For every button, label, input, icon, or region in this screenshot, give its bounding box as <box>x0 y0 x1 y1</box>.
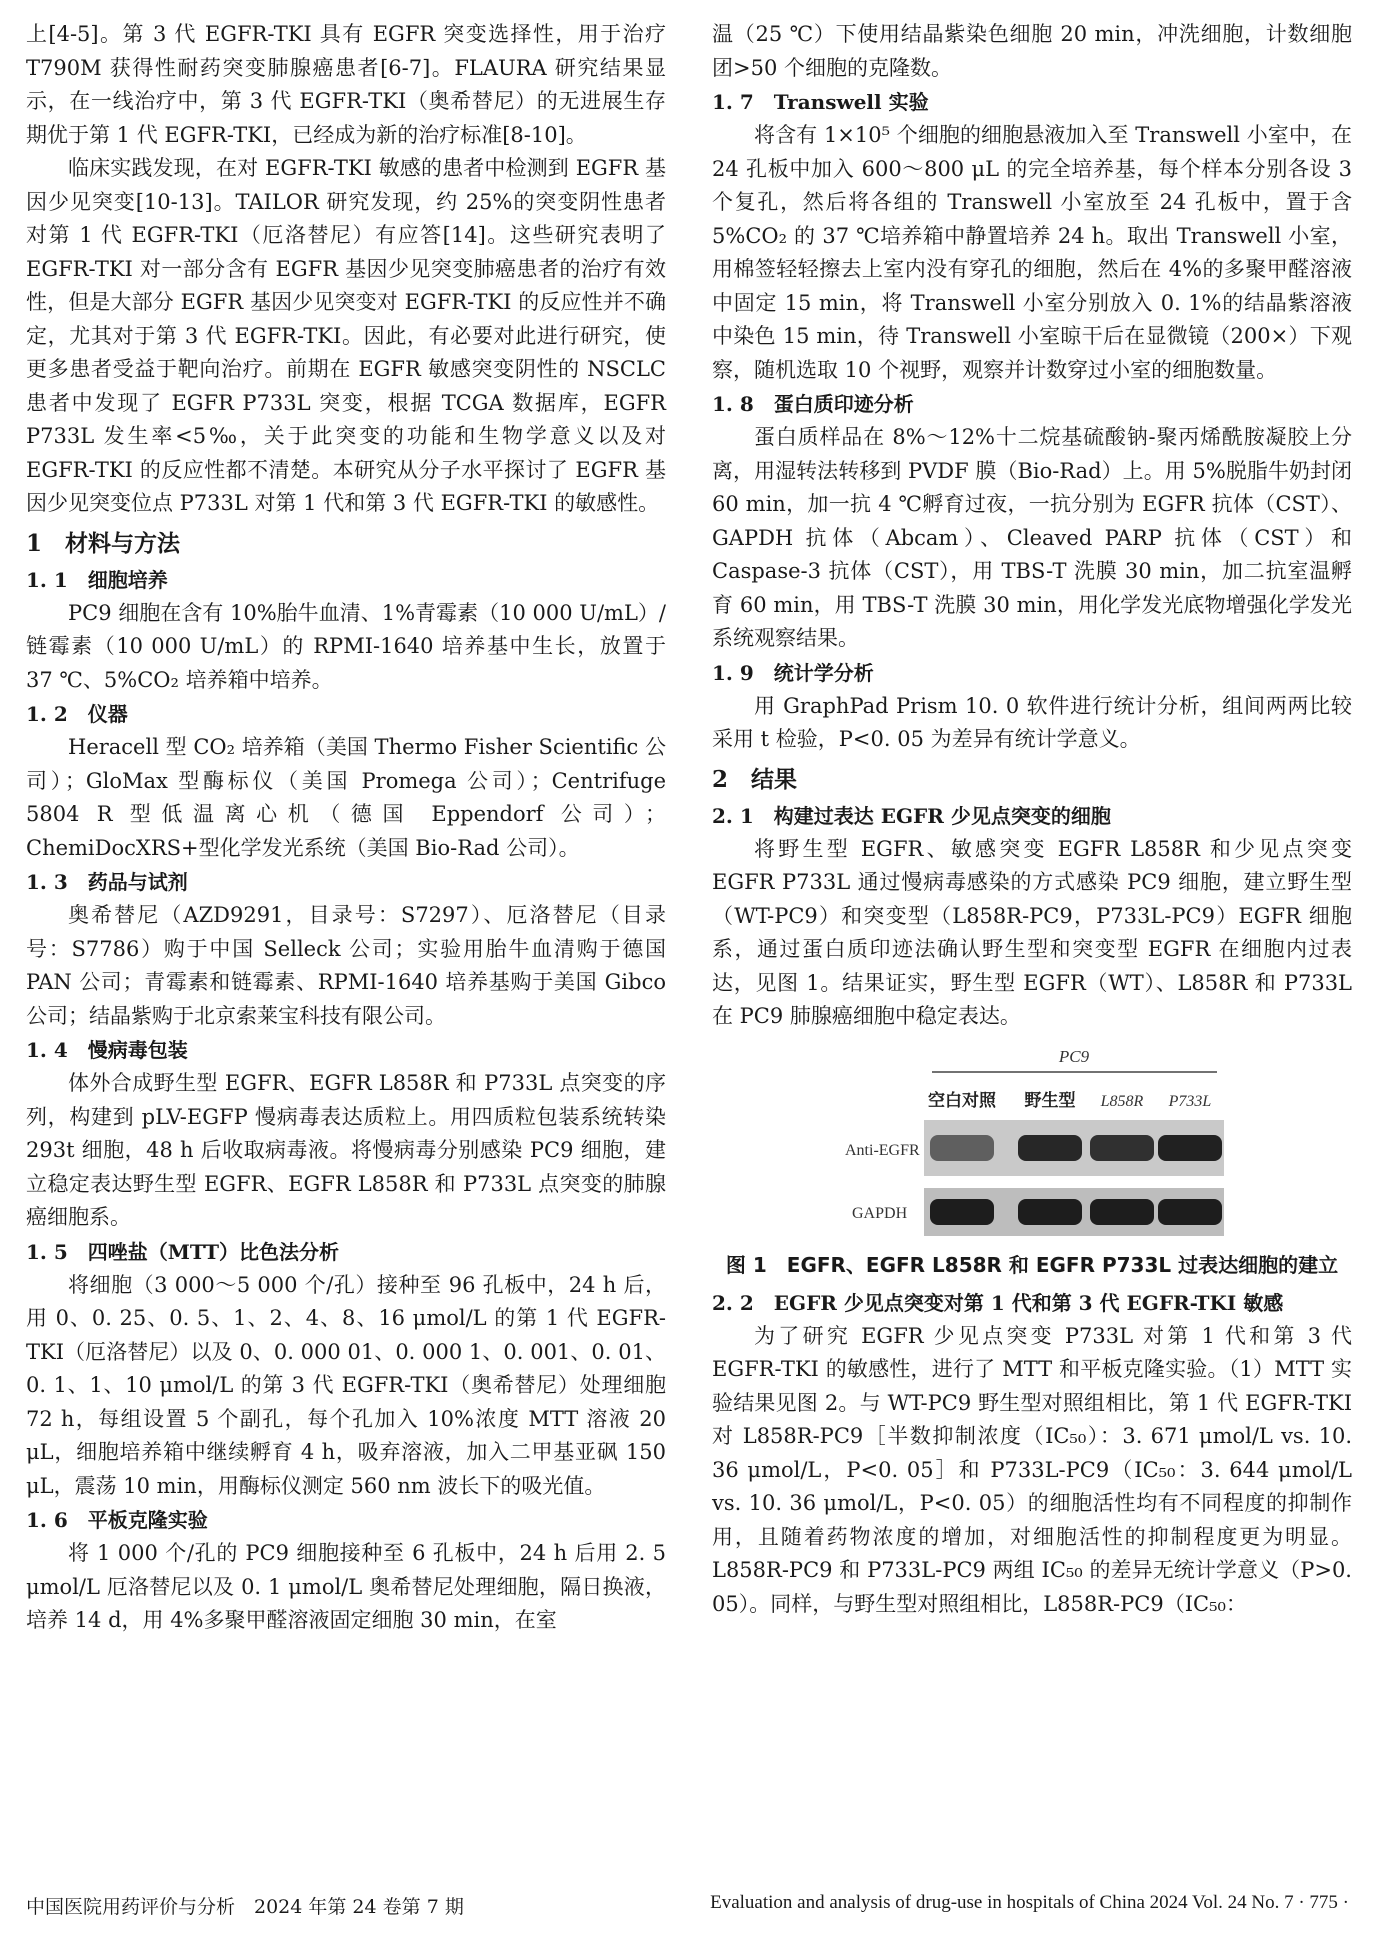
subsection-heading-statistics: 1. 9 统计学分析 <box>712 660 874 685</box>
subsection-heading-clone: 1. 6 平板克隆实验 <box>26 1508 208 1532</box>
subsection-heading-overexpression: 2. 1 构建过表达 EGFR 少见点突变的细胞 <box>712 803 1111 828</box>
gapdh-band-4 <box>1158 1199 1222 1225</box>
blot-group-label: PC9 <box>1058 1047 1090 1066</box>
paragraph-mtt: 将细胞（3 000～5 000 个/孔）接种至 96 孔板中，24 h 后，用 0、0. 25、0. 5、1、2、4、8、16 μmol/L 的第 1 代 EGFR-TKI（厄洛替尼）以及 0、0. 000 01、0. 000 1、0. 001、0. 01、0. 1、1、10 μmol/L 的第 3 代 EGFR-TKI（奥希替尼）处理细胞 72 h，每组设置 5 个副孔，每个孔加入 10%浓度 MTT 溶液 20 μL，细胞培养箱中继续孵育 4 h，吸弃溶液，加入二甲基亚砜 150 μL，震荡 10 min，用酶标仪测定 560 nm 波长下的吸光值。 <box>26 1272 666 1498</box>
egfr-band-2 <box>1018 1135 1082 1161</box>
subsection-heading-sensitivity: 2. 2 EGFR 少见点突变对第 1 代和第 3 代 EGFR-TKI 敏感 <box>712 1290 1284 1315</box>
footer-journal-english: Evaluation and analysis of drug-use in hospitals of China 2024 Vol. 24 No. 7 · 775 · <box>710 1892 1349 1913</box>
lane-label-p733l: P733L <box>1168 1092 1212 1110</box>
subsection-heading-lentivirus: 1. 4 慢病毒包装 <box>26 1038 188 1062</box>
paragraph-transwell: 将含有 1×10⁵ 个细胞的细胞悬液加入至 Transwell 小室中，在 24 孔板中加入 600～800 μL 的完全培养基，每个样本分别各设 3 个复孔，然后将各组的 Transwell 小室放至 24 孔板中，置于含 5%CO₂ 的 37 ℃培养箱中静置培养 24 h。取出 Transwell 小室，用棉签轻轻擦去上室内没有穿孔的细胞，然后在 4%的多聚甲醛溶液中固定 15 min，将 Transwell 小室分别放入 0. 1%的结晶紫溶液中染色 15 min，待 Transwell 小室晾干后在显微镜（200×）下观察，随机选取 10 个视野，观察并计数穿过小室的细胞数量。 <box>712 123 1352 382</box>
footer-journal-chinese: 中国医院用药评价与分析 2024 年第 24 卷第 7 期 <box>26 1896 464 1918</box>
figure-1-caption: 图 1 EGFR、EGFR L858R 和 EGFR P733L 过表达细胞的建立 <box>725 1252 1339 1277</box>
figure-1-western-blot <box>712 1048 1352 1242</box>
gapdh-band-1 <box>930 1199 994 1225</box>
egfr-band-4 <box>1158 1135 1222 1161</box>
egfr-band-3 <box>1090 1135 1154 1161</box>
section-heading-methods: 1 材料与方法 <box>26 529 181 557</box>
subsection-heading-transwell: 1. 7 Transwell 实验 <box>712 90 929 114</box>
paragraph-sensitivity: 为了研究 EGFR 少见点突变 P733L 对第 1 代和第 3 代 EGFR-TKI 的敏感性，进行了 MTT 和平板克隆实验。（1）MTT 实验结果见图 2。与 WT-PC9 野生型对照组相比，第 1 代 EGFR-TKI 对 L858R-PC9［半数抑制浓度（IC₅₀）：3. 671 μmol/L vs. 10. 36 μmol/L，P<0. 05］和 P733L-PC9（IC₅₀：3. 644 μmol/L vs. 10. 36 μmol/L，P<0. 05）的细胞活性均有不同程度的抑制作用，且随着药物浓度的增加，对细胞活性的抑制程度更为明显。L858R-PC9 和 P733L-PC9 两组 IC₅₀ 的差异无统计学意义（P>0. 05）。同样，与野生型对照组相比，L858R-PC9（IC₅₀： <box>712 1323 1352 1616</box>
subsection-heading-mtt: 1. 5 四唑盐（MTT）比色法分析 <box>26 1239 339 1264</box>
paragraph-reagents: 奥希替尼（AZD9291，目录号：S7297）、厄洛替尼（目录号：S7786）购于中国 Selleck 公司；实验用胎牛血清购于德国 PAN 公司；青霉素和链霉素、RPMI-1640 培养基购于美国 Gibco 公司；结晶紫购于北京索莱宝科技有限公司。 <box>26 903 666 1028</box>
paragraph-instruments: Heracell 型 CO₂ 培养箱（美国 Thermo Fisher Scientific 公司）；GloMax 型酶标仪（美国 Promega 公司）；Centrifuge 5804 R 型低温离心机（德国 Eppendorf 公司）；ChemiDocXRS+型化学发光系统（美国 Bio-Rad 公司）。 <box>26 735 666 860</box>
left-column <box>26 18 666 1638</box>
paragraph-clone-continued: 温（25 ℃）下使用结晶紫染色细胞 20 min，冲洗细胞，计数细胞团>50 个细胞的克隆数。 <box>712 22 1352 80</box>
egfr-band-1 <box>930 1135 994 1161</box>
paragraph-clone: 将 1 000 个/孔的 PC9 细胞接种至 6 孔板中，24 h 后用 2. 5 μmol/L 厄洛替尼以及 0. 1 μmol/L 奥希替尼处理细胞，隔日换液，培养 14 d，用 4%多聚甲醛溶液固定细胞 30 min，在室 <box>26 1541 666 1632</box>
subsection-heading-cell-culture: 1. 1 细胞培养 <box>26 567 168 592</box>
row-label-gapdh: GAPDH <box>852 1204 908 1222</box>
paragraph-overexpression: 将野生型 EGFR、敏感突变 EGFR L858R 和少见点突变 EGFR P733L 通过慢病毒感染的方式感染 PC9 细胞，建立野生型（WT-PC9）和突变型（L858R-PC9，P733L-PC9）EGFR 细胞系，通过蛋白质印迹法确认野生型和突变型 EGFR 在细胞内过表达，见图 1。结果证实，野生型 EGFR（WT）、L858R 和 P733L 在 PC9 肺腺癌细胞中稳定表达。 <box>712 836 1352 1028</box>
gapdh-band-2 <box>1018 1199 1082 1225</box>
lane-label-blank: 空白对照 <box>928 1090 996 1111</box>
right-column <box>712 18 1352 1621</box>
section-heading-results: 2 结果 <box>712 765 798 793</box>
paragraph-cell-culture: PC9 细胞在含有 10%胎牛血清、1%青霉素（10 000 U/mL）/链霉素（10 000 U/mL）的 RPMI-1640 培养基中生长，放置于 37 ℃、5%CO₂ 培养箱中培养。 <box>26 600 666 692</box>
lane-label-wild-type: 野生型 <box>1024 1090 1076 1111</box>
paragraph-intro-2: 临床实践发现，在对 EGFR-TKI 敏感的患者中检测到 EGFR 基因少见突变[10-13]。TAILOR 研究发现，约 25%的突变阴性患者对第 1 代 EGFR-TKI（厄洛替尼）有应答[14]。这些研究表明了 EGFR-TKI 对一部分含有 EGFR 基因少见突变肺癌患者的治疗有效性，但是大部分 EGFR 基因少见突变对 EGFR-TKI 的反应性并不确定，尤其对于第 3 代 EGFR-TKI。因此，有必要对此进行研究，使更多患者受益于靶向治疗。前期在 EGFR 敏感突变阴性的 NSCLC 患者中发现了 EGFR P733L 突变，根据 TCGA 数据库，EGFR P733L 发生率<5‰，关于此突变的功能和生物学意义以及对 EGFR-TKI 的反应性都不清楚。本研究从分子水平探讨了 EGFR 基因少见突变位点 P733L 对第 1 代和第 3 代 EGFR-TKI 的敏感性。 <box>26 156 666 515</box>
paragraph-statistics: 用 GraphPad Prism 10. 0 软件进行统计分析，组间两两比较采用 t 检验，P<0. 05 为差异有统计学意义。 <box>712 693 1352 751</box>
row-label-anti-egfr: Anti-EGFR <box>845 1141 920 1159</box>
subsection-heading-western-blot: 1. 8 蛋白质印迹分析 <box>712 392 914 416</box>
western-blot-image <box>712 1048 1352 1242</box>
paragraph-lentivirus: 体外合成野生型 EGFR、EGFR L858R 和 P733L 点突变的序列，构建到 pLV-EGFP 慢病毒表达质粒上。用四质粒包装系统转染 293t 细胞，48 h 后收取病毒液。将慢病毒分别感染 PC9 细胞，建立稳定表达野生型 EGFR、EGFR L858R 和 P733L 点突变的肺腺癌细胞系。 <box>26 1071 666 1229</box>
lane-label-l858r: L858R <box>1100 1092 1144 1110</box>
subsection-heading-reagents: 1. 3 药品与试剂 <box>26 870 188 894</box>
paragraph-intro-1: 上[4-5]。第 3 代 EGFR-TKI 具有 EGFR 突变选择性，用于治疗 T790M 获得性耐药突变肺腺癌患者[6-7]。FLAURA 研究结果显示，在一线治疗中，第 3 代 EGFR-TKI（奥希替尼）的无进展生存期优于第 1 代 EGFR-TKI，已经成为新的治疗标准[8-10]。 <box>26 22 666 147</box>
paragraph-western-blot: 蛋白质样品在 8%～12%十二烷基硫酸钠-聚丙烯酰胺凝胶上分离，用湿转法转移到 PVDF 膜（Bio-Rad）上。用 5%脱脂牛奶封闭 60 min，加一抗 4 ℃孵育过夜，一抗分别为 EGFR 抗体（CST）、GAPDH 抗体（Abcam）、Cleaved PARP 抗体（CST）和 Caspase-3 抗体（CST），用 TBS-T 洗膜 30 min，加二抗室温孵育 60 min，用 TBS-T 洗膜 30 min，用化学发光底物增强化学发光系统观察结果。 <box>712 425 1352 650</box>
subsection-heading-instruments: 1. 2 仪器 <box>26 702 128 726</box>
gapdh-band-3 <box>1090 1199 1154 1225</box>
